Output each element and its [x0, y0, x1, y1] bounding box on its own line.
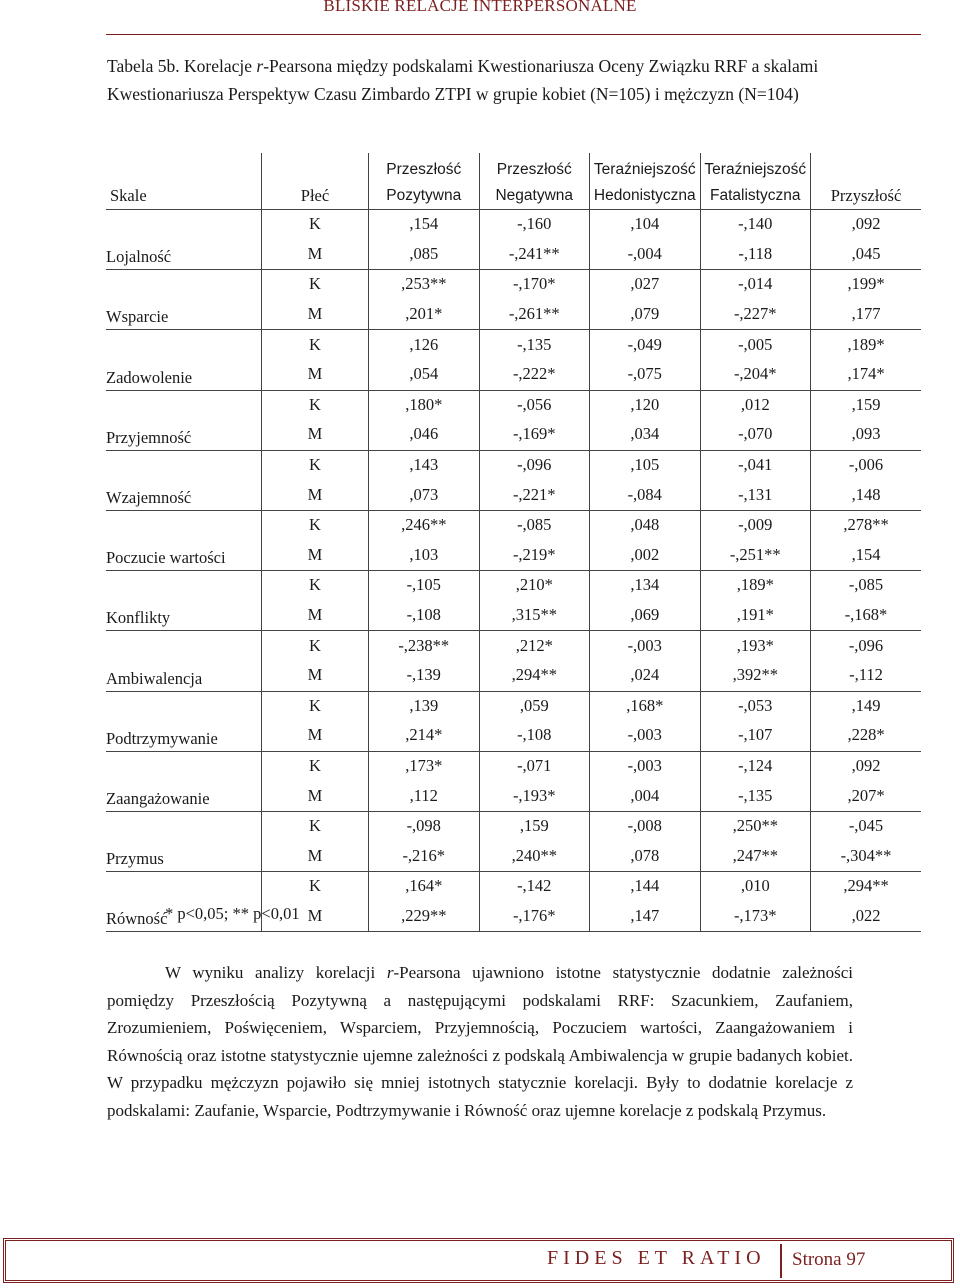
value-cell: -,053 [700, 691, 811, 720]
value-cell: ,104 [590, 210, 701, 239]
value-cell: -,204* [700, 359, 811, 390]
value-cell: -,139 [369, 660, 480, 691]
value-cell: -,216* [369, 840, 480, 871]
value-cell: ,012 [700, 390, 811, 419]
scale-name: Zaangażowanie [106, 788, 210, 808]
value-cell: -,112 [811, 660, 922, 691]
value-cell: -,160 [479, 210, 590, 239]
value-cell: ,078 [590, 840, 701, 871]
scale-name: Przyjemność [106, 427, 192, 447]
table-row [106, 660, 921, 691]
scale-name: Zadowolenie [106, 367, 193, 387]
value-cell: -,009 [700, 510, 811, 539]
value-cell: ,159 [479, 811, 590, 840]
table-row [106, 600, 921, 631]
value-cell: ,002 [590, 540, 701, 571]
caption-text-a: Korelacje [179, 56, 257, 76]
table-row [106, 299, 921, 330]
value-cell: ,144 [590, 872, 701, 901]
scale-name: Wsparcie [106, 307, 169, 327]
gender-cell: K [262, 330, 369, 359]
header-rule [106, 34, 921, 35]
header-col-2: Teraźniejszość Hedonistyczna [590, 153, 701, 210]
gender-cell: K [262, 872, 369, 901]
value-cell: ,392** [700, 660, 811, 691]
value-cell: -,219* [479, 540, 590, 571]
value-cell: ,246** [369, 510, 480, 539]
scale-name-spacer [106, 811, 262, 840]
footer-page-number: Strona 97 [792, 1249, 866, 1270]
gender-cell: M [262, 901, 369, 932]
table-row [106, 691, 921, 720]
value-cell: -,107 [700, 720, 811, 751]
value-cell: -,135 [479, 330, 590, 359]
paragraph-text-b: -Pearsona ujawniono istotne statystycznie dodatnie zależności pomiędzy Przeszłością Pozytywną a następującymi podskalami RRF: Szacunkiem, Zaufaniem, Zrozumieniem, Poświęceniem, Wsparciem, Przyjemnością, Poczuciem wartości, Zaangażowaniem i Równością oraz istotne statystycznie ujemne zależności z podskalą Ambiwalencja w grupie badanych kobiet. W przypadku mężczyzn pojawiło się mniej istotnych statycznie korelacji. Były to dodatnie korelacje z podskalami: Zaufanie, Wsparcie, Podtrzymywanie i Równość oraz ujemne korelacje z podskalą Przymus. [107, 963, 853, 1120]
table-row [106, 270, 921, 299]
gender-cell: M [262, 720, 369, 751]
value-cell: ,315** [479, 600, 590, 631]
value-cell: ,045 [811, 239, 922, 270]
value-cell: ,177 [811, 299, 922, 330]
scale-name-spacer [106, 751, 262, 780]
value-cell: ,059 [479, 691, 590, 720]
value-cell: ,278** [811, 510, 922, 539]
value-cell: ,004 [590, 780, 701, 811]
table-row [106, 751, 921, 780]
value-cell: -,070 [700, 419, 811, 450]
table-row [106, 540, 921, 571]
value-cell: ,180* [369, 390, 480, 419]
value-cell: ,134 [590, 571, 701, 600]
value-cell: ,253** [369, 270, 480, 299]
table-caption [107, 52, 855, 108]
value-cell: -,041 [700, 450, 811, 479]
body-paragraph [107, 959, 853, 1125]
value-cell: ,034 [590, 419, 701, 450]
header-skale: Skale [110, 186, 147, 205]
table-row [106, 780, 921, 811]
value-cell: ,247** [700, 840, 811, 871]
value-cell: ,010 [700, 872, 811, 901]
value-cell: -,170* [479, 270, 590, 299]
value-cell: ,093 [811, 419, 922, 450]
table-row [106, 450, 921, 479]
scale-name: Poczucie wartości [106, 548, 226, 568]
gender-cell: K [262, 450, 369, 479]
caption-italic: r [256, 56, 264, 76]
header-col-4: Przyszłość [811, 153, 922, 210]
gender-cell: M [262, 479, 369, 510]
scale-name-spacer [106, 270, 262, 299]
value-cell: -,135 [700, 780, 811, 811]
value-cell: ,022 [811, 901, 922, 932]
header-col-0: Przeszłość Pozytywna [369, 153, 480, 210]
value-cell: ,164* [369, 872, 480, 901]
value-cell: -,118 [700, 239, 811, 270]
value-cell: -,176* [479, 901, 590, 932]
gender-cell: M [262, 419, 369, 450]
value-cell: ,214* [369, 720, 480, 751]
value-cell: -,098 [369, 811, 480, 840]
value-cell: -,004 [590, 239, 701, 270]
gender-cell: M [262, 540, 369, 571]
value-cell: -,084 [590, 479, 701, 510]
value-cell: -,173* [700, 901, 811, 932]
value-cell: -,005 [700, 330, 811, 359]
table-body [106, 210, 921, 932]
scale-name-spacer [106, 571, 262, 600]
value-cell: -,227* [700, 299, 811, 330]
scale-name-spacer [106, 631, 262, 660]
value-cell: -,140 [700, 210, 811, 239]
value-cell: -,222* [479, 359, 590, 390]
value-cell: -,168* [811, 600, 922, 631]
value-cell: -,008 [590, 811, 701, 840]
value-cell: ,191* [700, 600, 811, 631]
value-cell: ,085 [369, 239, 480, 270]
value-cell: ,139 [369, 691, 480, 720]
value-cell: -,124 [700, 751, 811, 780]
table-row [106, 811, 921, 840]
table-footnote: * p<0,05; ** p<0,01 [165, 904, 300, 923]
scale-name: Przymus [106, 849, 164, 869]
value-cell: ,120 [590, 390, 701, 419]
value-cell: ,174* [811, 359, 922, 390]
value-cell: ,201* [369, 299, 480, 330]
value-cell: ,112 [369, 780, 480, 811]
scale-name-spacer [106, 872, 262, 901]
value-cell: ,147 [590, 901, 701, 932]
running-header [0, 0, 960, 16]
value-cell: -,096 [811, 631, 922, 660]
gender-cell: M [262, 600, 369, 631]
scale-name-spacer [106, 390, 262, 419]
table-row [106, 419, 921, 450]
scale-name: Ambiwalencja [106, 668, 203, 688]
table-row [106, 330, 921, 359]
value-cell: ,228* [811, 720, 922, 751]
gender-cell: M [262, 359, 369, 390]
gender-cell: M [262, 840, 369, 871]
value-cell: -,006 [811, 450, 922, 479]
value-cell: -,105 [369, 571, 480, 600]
table-row [106, 210, 921, 239]
correlation-table [106, 153, 921, 932]
value-cell: -,014 [700, 270, 811, 299]
scale-name: Wzajemność [106, 487, 192, 507]
table-row [106, 840, 921, 871]
value-cell: -,304** [811, 840, 922, 871]
scale-name-spacer [106, 691, 262, 720]
value-cell: -,003 [590, 720, 701, 751]
value-cell: ,148 [811, 479, 922, 510]
value-cell: ,212* [479, 631, 590, 660]
gender-cell: M [262, 660, 369, 691]
value-cell: ,048 [590, 510, 701, 539]
gender-cell: K [262, 390, 369, 419]
value-cell: ,154 [811, 540, 922, 571]
scale-name: Równość [106, 909, 168, 929]
gender-cell: K [262, 631, 369, 660]
value-cell: ,294** [811, 872, 922, 901]
table-header-row [106, 153, 921, 210]
gender-cell: K [262, 811, 369, 840]
value-cell: ,069 [590, 600, 701, 631]
gender-cell: K [262, 210, 369, 239]
footer-divider [780, 1244, 782, 1278]
header-plec: Płeć [262, 153, 369, 210]
table-row [106, 390, 921, 419]
table-row [106, 872, 921, 901]
gender-cell: M [262, 299, 369, 330]
table-row [106, 239, 921, 270]
gender-cell: K [262, 751, 369, 780]
scale-name: Lojalność [106, 247, 172, 267]
gender-cell: K [262, 691, 369, 720]
value-cell: ,149 [811, 691, 922, 720]
scale-name: Konflikty [106, 608, 171, 628]
value-cell: ,199* [811, 270, 922, 299]
value-cell: -,251** [700, 540, 811, 571]
gender-cell: M [262, 239, 369, 270]
value-cell: ,105 [590, 450, 701, 479]
value-cell: -,003 [590, 751, 701, 780]
value-cell: ,189* [811, 330, 922, 359]
value-cell: -,045 [811, 811, 922, 840]
value-cell: ,024 [590, 660, 701, 691]
value-cell: ,173* [369, 751, 480, 780]
table-row [106, 720, 921, 751]
value-cell: ,046 [369, 419, 480, 450]
value-cell: -,238** [369, 631, 480, 660]
value-cell: -,108 [369, 600, 480, 631]
scale-name-spacer [106, 330, 262, 359]
value-cell: -,108 [479, 720, 590, 751]
table-row [106, 631, 921, 660]
value-cell: ,294** [479, 660, 590, 691]
value-cell: ,073 [369, 479, 480, 510]
value-cell: ,240** [479, 840, 590, 871]
value-cell: -,221* [479, 479, 590, 510]
value-cell: -,003 [590, 631, 701, 660]
gender-cell: K [262, 270, 369, 299]
value-cell: -,241** [479, 239, 590, 270]
value-cell: ,103 [369, 540, 480, 571]
gender-cell: M [262, 780, 369, 811]
value-cell: ,126 [369, 330, 480, 359]
scale-name-spacer [106, 210, 262, 239]
scale-name: Podtrzymywanie [106, 728, 218, 748]
paragraph-italic: r [386, 963, 394, 982]
value-cell: -,131 [700, 479, 811, 510]
value-cell: ,210* [479, 571, 590, 600]
value-cell: ,159 [811, 390, 922, 419]
value-cell: ,189* [700, 571, 811, 600]
caption-text-b: -Pearsona między podskalami Kwestionariusza Oceny Związku RRF a skalami Kwestionariusza Perspektyw Czasu Zimbardo ZTPI w grupie kobiet (N=105) i mężczyzn (N=104) [107, 56, 819, 104]
gender-cell: K [262, 510, 369, 539]
scale-name-spacer [106, 510, 262, 539]
value-cell: -,169* [479, 419, 590, 450]
footer-journal-name: FIDES ET RATIO [547, 1247, 766, 1269]
running-title: BLISKIE RELACJE INTERPERSONALNE [323, 0, 637, 15]
table-row [106, 571, 921, 600]
value-cell: -,085 [479, 510, 590, 539]
value-cell: -,096 [479, 450, 590, 479]
value-cell: ,193* [700, 631, 811, 660]
value-cell: ,168* [590, 691, 701, 720]
table-row [106, 479, 921, 510]
table-row [106, 359, 921, 390]
gender-cell: K [262, 571, 369, 600]
value-cell: ,079 [590, 299, 701, 330]
value-cell: ,092 [811, 751, 922, 780]
value-cell: -,056 [479, 390, 590, 419]
scale-name-spacer [106, 450, 262, 479]
value-cell: ,054 [369, 359, 480, 390]
value-cell: -,075 [590, 359, 701, 390]
value-cell: ,143 [369, 450, 480, 479]
value-cell: ,229** [369, 901, 480, 932]
paragraph-text-a: W wyniku analizy korelacji [165, 963, 387, 982]
value-cell: -,261** [479, 299, 590, 330]
value-cell: -,049 [590, 330, 701, 359]
value-cell: ,092 [811, 210, 922, 239]
value-cell: -,142 [479, 872, 590, 901]
value-cell: -,071 [479, 751, 590, 780]
header-col-1: Przeszłość Negatywna [479, 153, 590, 210]
value-cell: -,193* [479, 780, 590, 811]
value-cell: ,207* [811, 780, 922, 811]
table-row [106, 510, 921, 539]
value-cell: ,154 [369, 210, 480, 239]
value-cell: ,250** [700, 811, 811, 840]
header-col-3: Teraźniejszość Fatalistyczna [700, 153, 811, 210]
caption-label: Tabela 5b. [107, 56, 180, 76]
value-cell: ,027 [590, 270, 701, 299]
value-cell: -,085 [811, 571, 922, 600]
